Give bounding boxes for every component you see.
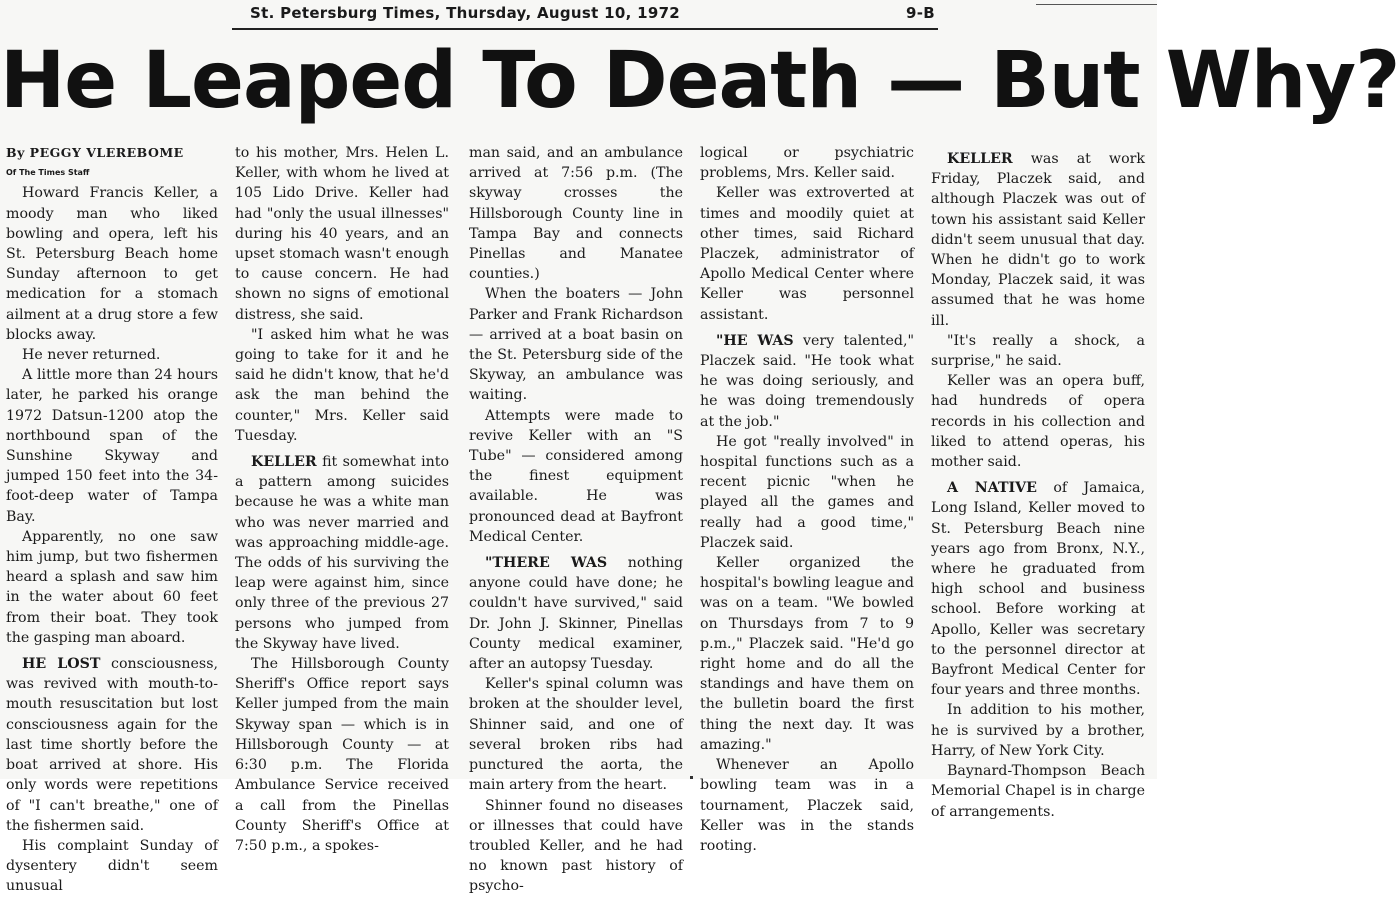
article-paragraph xyxy=(235,452,449,654)
column-paragraphs xyxy=(6,183,218,896)
paragraph-text: Keller was an opera buff, had hundreds of opera records in his collection and liked to attend operas, his mother said. xyxy=(931,373,1145,471)
paragraph-text: A little more than 24 hours later, he parked his orange 1972 Datsun-1200 atop the northbound span of the Sunshine Skyway and jumped 150 feet into the 34-foot-deep water of Tampa Bay. xyxy=(6,367,218,525)
column-5 xyxy=(931,143,1145,820)
column-paragraphs xyxy=(469,143,683,897)
paragraph-lead-in: HE LOST xyxy=(22,656,101,673)
article-paragraph xyxy=(469,284,683,405)
byline: By PEGGY VLEREBOME xyxy=(6,145,184,160)
paragraph-text: of Jamaica, Long Island, Keller moved to St. Petersburg Beach nine years ago from Bronx, N.Y., where he graduated from high school and business school. Before working at Apollo, Keller was secretary to the personnel director at Bayfront Medical Center for four years and three months. xyxy=(931,480,1145,699)
column-2 xyxy=(235,143,449,854)
article-paragraph xyxy=(700,553,914,755)
paragraph-text: nothing anyone could have done; he couldn't have survived," said Dr. John J. Skinner, Pinellas County medical examiner, after an autopsy Tuesday. xyxy=(469,555,683,673)
paragraph-text: Whenever an Apollo bowling team was in a tournament, Placzek said, Keller was in the stands rooting. xyxy=(700,757,914,854)
paragraph-text: He got "really involved" in hospital functions such as a recent picnic "when he played all the games and really had a good time," Placzek said. xyxy=(700,433,914,551)
article-paragraph xyxy=(6,836,218,897)
article-paragraph xyxy=(235,325,449,446)
article-body xyxy=(0,143,1157,895)
article-paragraph xyxy=(700,143,914,183)
paragraph-lead-in: KELLER xyxy=(251,454,317,471)
article-paragraph xyxy=(700,331,914,432)
page-mark xyxy=(690,776,693,779)
paragraph-text: Baynard-Thompson Beach Memorial Chapel is in charge of arrangements. xyxy=(931,763,1145,820)
article-paragraph xyxy=(931,700,1145,761)
headline: He Leaped To Death — But Why? xyxy=(0,36,1399,126)
paragraph-text: The Hillsborough County Sheriff's Office report says Keller jumped from the main Skyway span — which is in Hillsborough County — at 6:30 p.m. The Florida Ambulance Service received a call from the Pinellas County Sheriff's Office at 7:50 p.m., a spokes- xyxy=(235,656,449,854)
paragraph-lead-in: "HE WAS xyxy=(716,332,794,349)
paragraph-text: logical or psychiatric problems, Mrs. Keller said. xyxy=(700,145,914,182)
paragraph-text: Keller organized the hospital's bowling league and was on a team. "We bowled on Thursdays from 7 to 9 p.m.," Placzek said. "He'd go right home and do all the standings and have them on the bulletin board the first thing the next day. It was amazing." xyxy=(700,555,914,753)
paragraph-lead-in: A NATIVE xyxy=(947,480,1037,497)
article-paragraph xyxy=(931,478,1145,700)
article-paragraph xyxy=(6,654,218,836)
paragraph-text: Attempts were made to revive Keller with an "S Tube" — considered among the finest equipment available. He was pronounced dead at Bayfront Medical Center. xyxy=(469,407,683,545)
paragraph-text: Keller's spinal column was broken at the shoulder level, Shinner said, and one of several broken ribs had punctured the aorta, the main artery from the heart. xyxy=(469,676,683,794)
article-paragraph xyxy=(469,553,683,674)
paragraph-text: Apparently, no one saw him jump, but two fishermen heard a splash and saw him in the water about 60 feet from their boat. They took the gasping man aboard. xyxy=(6,528,218,646)
column-4 xyxy=(700,143,914,854)
article-paragraph xyxy=(700,755,914,856)
article-paragraph xyxy=(931,371,1145,472)
paragraph-text: His complaint Sunday of dysentery didn't seem unusual xyxy=(6,837,218,895)
column-paragraphs xyxy=(931,149,1145,822)
article-paragraph xyxy=(700,183,914,324)
paragraph-text: man said, and an ambulance arrived at 7:56 p.m. (The skyway crosses the Hillsborough County line in Tampa Bay and connects Pinellas and Manatee counties.) xyxy=(469,145,683,283)
column-paragraphs xyxy=(235,143,449,856)
masthead-dateline: St. Petersburg Times, Thursday, August 10, 1972 xyxy=(250,4,681,22)
column-3 xyxy=(469,143,683,895)
article-paragraph xyxy=(931,149,1145,331)
paragraph-text: "It's really a shock, a surprise," he said. xyxy=(931,332,1145,370)
masthead xyxy=(0,4,1157,26)
paragraph-lead-in: "THERE WAS xyxy=(485,555,608,572)
article-paragraph xyxy=(6,345,218,365)
paragraph-text: very talented," Placzek said. "He took what he was doing seriously, and he was doing tremendously at the job." xyxy=(700,332,914,430)
article-paragraph xyxy=(469,674,683,795)
article-paragraph xyxy=(469,406,683,547)
article-paragraph xyxy=(931,761,1145,822)
article-paragraph xyxy=(931,331,1145,371)
paragraph-text: to his mother, Mrs. Helen L. Keller, with whom he lived at 105 Lido Drive. Keller had had "only the usual illnesses" during his 40 years, and an upset stomach wasn't enough to cause concern. He had shown no signs of emotional distress, she said. xyxy=(235,145,449,323)
paragraph-text: Keller was extroverted at times and moodily quiet at other times, said Richard Placzek, administrator of Apollo Medical Center where Keller was personnel assistant. xyxy=(700,185,914,323)
paragraph-text: fit somewhat into a pattern among suicides because he was a white man who was never married and was approaching middle-age. The odds of his surviving the leap were against him, since only three of the previous 27 persons who jumped from the Skyway have lived. xyxy=(235,454,449,652)
article-paragraph xyxy=(6,527,218,648)
column-paragraphs xyxy=(700,143,914,856)
paragraph-lead-in: KELLER xyxy=(947,151,1013,167)
paragraph-text: consciousness, was revived with mouth-to-mouth resuscitation but lost consciousness again for the last time shortly before the boat arrived at shore. His only words were repetitions of "I can't breathe," one of the fishermen said. xyxy=(6,656,219,834)
article-paragraph xyxy=(6,365,218,527)
article-paragraph xyxy=(700,432,914,553)
paragraph-text: was at work Friday, Placzek said, and although Placzek was out of town his assistant said Keller didn't seem unusual that day. When he didn't go to work Monday, Placzek said, it was assumed that he was home ill. xyxy=(931,151,1145,329)
paragraph-text: Howard Francis Keller, a moody man who liked bowling and opera, left his St. Petersburg Beach home Sunday afternoon to get medication for a stomach ailment at a drug store a few blocks away. xyxy=(6,185,218,343)
article-paragraph xyxy=(469,143,683,284)
paragraph-text: Shinner found no diseases or illnesses that could have troubled Keller, and he had no known past history of psycho- xyxy=(469,797,683,895)
article-paragraph xyxy=(235,143,449,325)
paragraph-text: "I asked him what he was going to take for it and he said he didn't know, that he'd ask the man behind the counter," Mrs. Keller said Tuesday. xyxy=(235,326,449,444)
article-paragraph xyxy=(469,796,683,897)
paragraph-text: In addition to his mother, he is survived by a brother, Harry, of New York City. xyxy=(931,702,1145,759)
article-paragraph xyxy=(6,183,218,345)
article-paragraph xyxy=(235,654,449,856)
column-1 xyxy=(6,143,219,895)
paragraph-text: He never returned. xyxy=(22,347,161,364)
paragraph-text: When the boaters — John Parker and Frank Richardson — arrived at a boat basin on the St. Petersburg side of the Skyway, an ambulance was waiting. xyxy=(469,286,683,404)
staff-line: Of The Times Staff xyxy=(6,168,90,178)
page-number: 9-B xyxy=(906,4,935,22)
